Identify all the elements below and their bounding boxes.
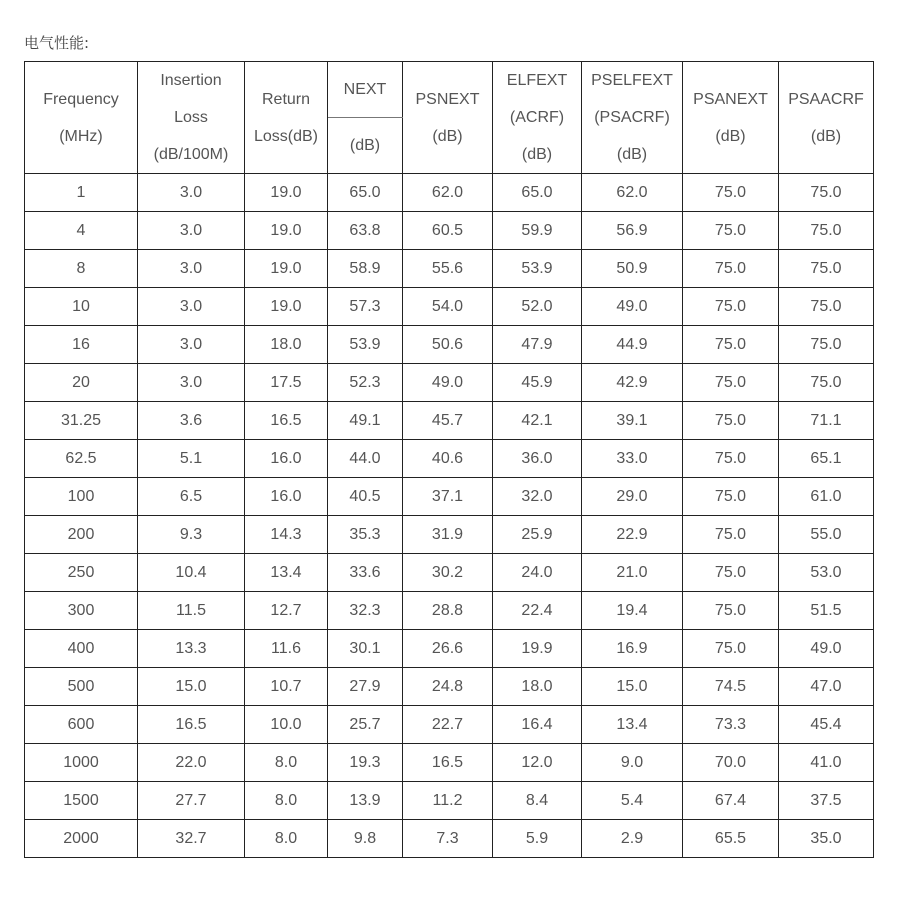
header-psanext <box>683 62 779 174</box>
header-line: PSELFEXT <box>591 72 673 89</box>
table-row <box>25 516 874 554</box>
table-cell: 53.9 <box>493 250 582 288</box>
table-cell: 44.9 <box>582 326 683 364</box>
table-cell: 10 <box>25 288 138 326</box>
table-cell: 9.3 <box>138 516 245 554</box>
header-line: Loss(dB) <box>253 127 319 145</box>
table-cell: 31.25 <box>25 402 138 440</box>
header-line: Loss <box>174 109 208 126</box>
header-line: (PSACRF) <box>594 109 670 126</box>
table-row <box>25 288 874 326</box>
table-cell: 63.8 <box>328 212 403 250</box>
table-cell: 61.0 <box>779 478 874 516</box>
table-cell: 25.9 <box>493 516 582 554</box>
table-cell: 5.1 <box>138 440 245 478</box>
table-cell: 8.0 <box>245 744 328 782</box>
table-cell: 18.0 <box>493 668 582 706</box>
table-row <box>25 478 874 516</box>
table-row <box>25 402 874 440</box>
table-row <box>25 706 874 744</box>
header-line: (ACRF) <box>509 109 565 126</box>
table-cell: 8.4 <box>493 782 582 820</box>
table-cell: 16 <box>25 326 138 364</box>
table-row <box>25 782 874 820</box>
table-cell: 45.7 <box>403 402 493 440</box>
table-cell: 42.1 <box>493 402 582 440</box>
table-cell: 13.4 <box>582 706 683 744</box>
table-cell: 11.6 <box>245 630 328 668</box>
table-cell: 45.4 <box>779 706 874 744</box>
header-line: PSNEXT <box>415 90 480 108</box>
table-cell: 16.5 <box>138 706 245 744</box>
table-cell: 75.0 <box>683 402 779 440</box>
table-cell: 4 <box>25 212 138 250</box>
header-line: PSANEXT <box>693 90 768 108</box>
table-cell: 27.7 <box>138 782 245 820</box>
table-cell: 24.0 <box>493 554 582 592</box>
header-next-unit: (dB) <box>328 118 403 174</box>
table-cell: 75.0 <box>779 174 874 212</box>
table-cell: 53.0 <box>779 554 874 592</box>
header-line: (dB) <box>616 146 648 163</box>
table-cell: 20 <box>25 364 138 402</box>
table-cell: 21.0 <box>582 554 683 592</box>
table-cell: 75.0 <box>683 250 779 288</box>
table-cell: 39.1 <box>582 402 683 440</box>
table-cell: 400 <box>25 630 138 668</box>
table-cell: 62.5 <box>25 440 138 478</box>
table-cell: 75.0 <box>683 554 779 592</box>
table-cell: 50.9 <box>582 250 683 288</box>
table-cell: 40.5 <box>328 478 403 516</box>
table-cell: 75.0 <box>779 364 874 402</box>
header-line: PSAACRF <box>788 90 864 108</box>
table-row <box>25 668 874 706</box>
table-cell: 73.3 <box>683 706 779 744</box>
table-cell: 65.0 <box>493 174 582 212</box>
electrical-performance-table <box>24 61 874 858</box>
table-cell: 65.1 <box>779 440 874 478</box>
table-cell: 75.0 <box>683 592 779 630</box>
header-insertion-loss <box>138 62 245 174</box>
table-row <box>25 326 874 364</box>
header-line: (dB) <box>810 127 842 145</box>
table-cell: 9.0 <box>582 744 683 782</box>
table-cell: 19.0 <box>245 250 328 288</box>
table-cell: 16.5 <box>245 402 328 440</box>
table-cell: 35.3 <box>328 516 403 554</box>
table-cell: 19.4 <box>582 592 683 630</box>
table-cell: 42.9 <box>582 364 683 402</box>
table-cell: 55.0 <box>779 516 874 554</box>
table-cell: 40.6 <box>403 440 493 478</box>
table-cell: 62.0 <box>582 174 683 212</box>
table-cell: 74.5 <box>683 668 779 706</box>
header-line: (dB) <box>521 146 553 163</box>
table-cell: 47.9 <box>493 326 582 364</box>
table-cell: 75.0 <box>683 516 779 554</box>
table-cell: 11.5 <box>138 592 245 630</box>
table-cell: 52.0 <box>493 288 582 326</box>
table-cell: 49.1 <box>328 402 403 440</box>
table-cell: 3.0 <box>138 326 245 364</box>
table-cell: 75.0 <box>683 630 779 668</box>
table-cell: 37.5 <box>779 782 874 820</box>
table-cell: 250 <box>25 554 138 592</box>
header-pselfext <box>582 62 683 174</box>
table-cell: 36.0 <box>493 440 582 478</box>
table-cell: 50.6 <box>403 326 493 364</box>
table-cell: 30.1 <box>328 630 403 668</box>
table-cell: 55.6 <box>403 250 493 288</box>
table-cell: 51.5 <box>779 592 874 630</box>
table-cell: 500 <box>25 668 138 706</box>
table-cell: 3.0 <box>138 212 245 250</box>
table-cell: 5.9 <box>493 820 582 858</box>
table-cell: 33.6 <box>328 554 403 592</box>
table-cell: 8 <box>25 250 138 288</box>
table-cell: 19.3 <box>328 744 403 782</box>
table-cell: 59.9 <box>493 212 582 250</box>
table-cell: 58.9 <box>328 250 403 288</box>
table-cell: 56.9 <box>582 212 683 250</box>
table-cell: 11.2 <box>403 782 493 820</box>
table-cell: 22.9 <box>582 516 683 554</box>
table-cell: 3.0 <box>138 364 245 402</box>
table-cell: 71.1 <box>779 402 874 440</box>
table-cell: 200 <box>25 516 138 554</box>
table-cell: 8.0 <box>245 820 328 858</box>
table-row <box>25 212 874 250</box>
table-cell: 33.0 <box>582 440 683 478</box>
table-cell: 27.9 <box>328 668 403 706</box>
table-row <box>25 592 874 630</box>
table-cell: 60.5 <box>403 212 493 250</box>
table-cell: 22.4 <box>493 592 582 630</box>
table-cell: 49.0 <box>582 288 683 326</box>
table-cell: 26.6 <box>403 630 493 668</box>
table-cell: 13.3 <box>138 630 245 668</box>
table-cell: 30.2 <box>403 554 493 592</box>
table-cell: 54.0 <box>403 288 493 326</box>
header-psaacrf <box>779 62 874 174</box>
header-line: (dB) <box>715 127 746 145</box>
table-cell: 2.9 <box>582 820 683 858</box>
table-cell: 65.5 <box>683 820 779 858</box>
table-row <box>25 250 874 288</box>
table-cell: 75.0 <box>683 288 779 326</box>
table-cell: 13.9 <box>328 782 403 820</box>
table-cell: 75.0 <box>683 364 779 402</box>
table-cell: 75.0 <box>779 288 874 326</box>
table-cell: 49.0 <box>403 364 493 402</box>
table-cell: 19.0 <box>245 174 328 212</box>
table-cell: 41.0 <box>779 744 874 782</box>
table-cell: 52.3 <box>328 364 403 402</box>
table-cell: 28.8 <box>403 592 493 630</box>
table-cell: 16.4 <box>493 706 582 744</box>
table-cell: 6.5 <box>138 478 245 516</box>
table-row <box>25 630 874 668</box>
table-cell: 3.6 <box>138 402 245 440</box>
table-cell: 19.0 <box>245 288 328 326</box>
header-line: Return <box>261 90 311 108</box>
table-cell: 75.0 <box>779 250 874 288</box>
table-cell: 9.8 <box>328 820 403 858</box>
table-cell: 24.8 <box>403 668 493 706</box>
table-row <box>25 174 874 212</box>
table-cell: 3.0 <box>138 174 245 212</box>
table-cell: 10.4 <box>138 554 245 592</box>
header-line: (MHz) <box>59 127 103 145</box>
table-cell: 10.0 <box>245 706 328 744</box>
table-cell: 75.0 <box>683 440 779 478</box>
table-cell: 1000 <box>25 744 138 782</box>
table-cell: 19.0 <box>245 212 328 250</box>
table-cell: 32.3 <box>328 592 403 630</box>
table-cell: 31.9 <box>403 516 493 554</box>
header-elfext <box>493 62 582 174</box>
table-cell: 22.7 <box>403 706 493 744</box>
table-cell: 16.5 <box>403 744 493 782</box>
table-cell: 16.0 <box>245 440 328 478</box>
table-cell: 13.4 <box>245 554 328 592</box>
table-cell: 5.4 <box>582 782 683 820</box>
table-cell: 16.0 <box>245 478 328 516</box>
table-cell: 7.3 <box>403 820 493 858</box>
table-cell: 1500 <box>25 782 138 820</box>
table-cell: 3.0 <box>138 250 245 288</box>
table-cell: 100 <box>25 478 138 516</box>
table-cell: 1 <box>25 174 138 212</box>
table-row <box>25 744 874 782</box>
table-cell: 10.7 <box>245 668 328 706</box>
header-line: Insertion <box>160 72 222 89</box>
table-cell: 15.0 <box>582 668 683 706</box>
table-cell: 32.0 <box>493 478 582 516</box>
table-cell: 15.0 <box>138 668 245 706</box>
table-cell: 75.0 <box>683 174 779 212</box>
table-cell: 300 <box>25 592 138 630</box>
header-line: (dB/100M) <box>153 146 229 163</box>
table-cell: 14.3 <box>245 516 328 554</box>
table-cell: 18.0 <box>245 326 328 364</box>
table-row <box>25 440 874 478</box>
table-cell: 62.0 <box>403 174 493 212</box>
table-body <box>25 174 874 858</box>
header-next: NEXT <box>328 62 403 118</box>
header-line: ELFEXT <box>506 72 568 89</box>
table-cell: 75.0 <box>683 326 779 364</box>
header-line: Frequency <box>43 90 119 108</box>
table-cell: 8.0 <box>245 782 328 820</box>
table-cell: 47.0 <box>779 668 874 706</box>
header-psnext <box>403 62 493 174</box>
header-return-loss <box>245 62 328 174</box>
table-cell: 49.0 <box>779 630 874 668</box>
table-row <box>25 820 874 858</box>
table-cell: 25.7 <box>328 706 403 744</box>
table-cell: 12.7 <box>245 592 328 630</box>
table-cell: 29.0 <box>582 478 683 516</box>
section-caption: 电气性能: <box>24 34 90 52</box>
table-cell: 45.9 <box>493 364 582 402</box>
table-row <box>25 554 874 592</box>
table-cell: 67.4 <box>683 782 779 820</box>
table-row <box>25 364 874 402</box>
header-line: (dB) <box>432 127 463 145</box>
table-cell: 75.0 <box>779 326 874 364</box>
table-cell: 16.9 <box>582 630 683 668</box>
table-cell: 75.0 <box>779 212 874 250</box>
table-cell: 12.0 <box>493 744 582 782</box>
table-cell: 57.3 <box>328 288 403 326</box>
table-cell: 22.0 <box>138 744 245 782</box>
table-cell: 70.0 <box>683 744 779 782</box>
table-cell: 75.0 <box>683 478 779 516</box>
table-cell: 37.1 <box>403 478 493 516</box>
table-cell: 2000 <box>25 820 138 858</box>
table-cell: 65.0 <box>328 174 403 212</box>
table-cell: 600 <box>25 706 138 744</box>
table-cell: 35.0 <box>779 820 874 858</box>
table-cell: 53.9 <box>328 326 403 364</box>
table-cell: 32.7 <box>138 820 245 858</box>
table-cell: 44.0 <box>328 440 403 478</box>
table-cell: 19.9 <box>493 630 582 668</box>
header-frequency <box>25 62 138 174</box>
table-cell: 3.0 <box>138 288 245 326</box>
table-cell: 75.0 <box>683 212 779 250</box>
table-cell: 17.5 <box>245 364 328 402</box>
